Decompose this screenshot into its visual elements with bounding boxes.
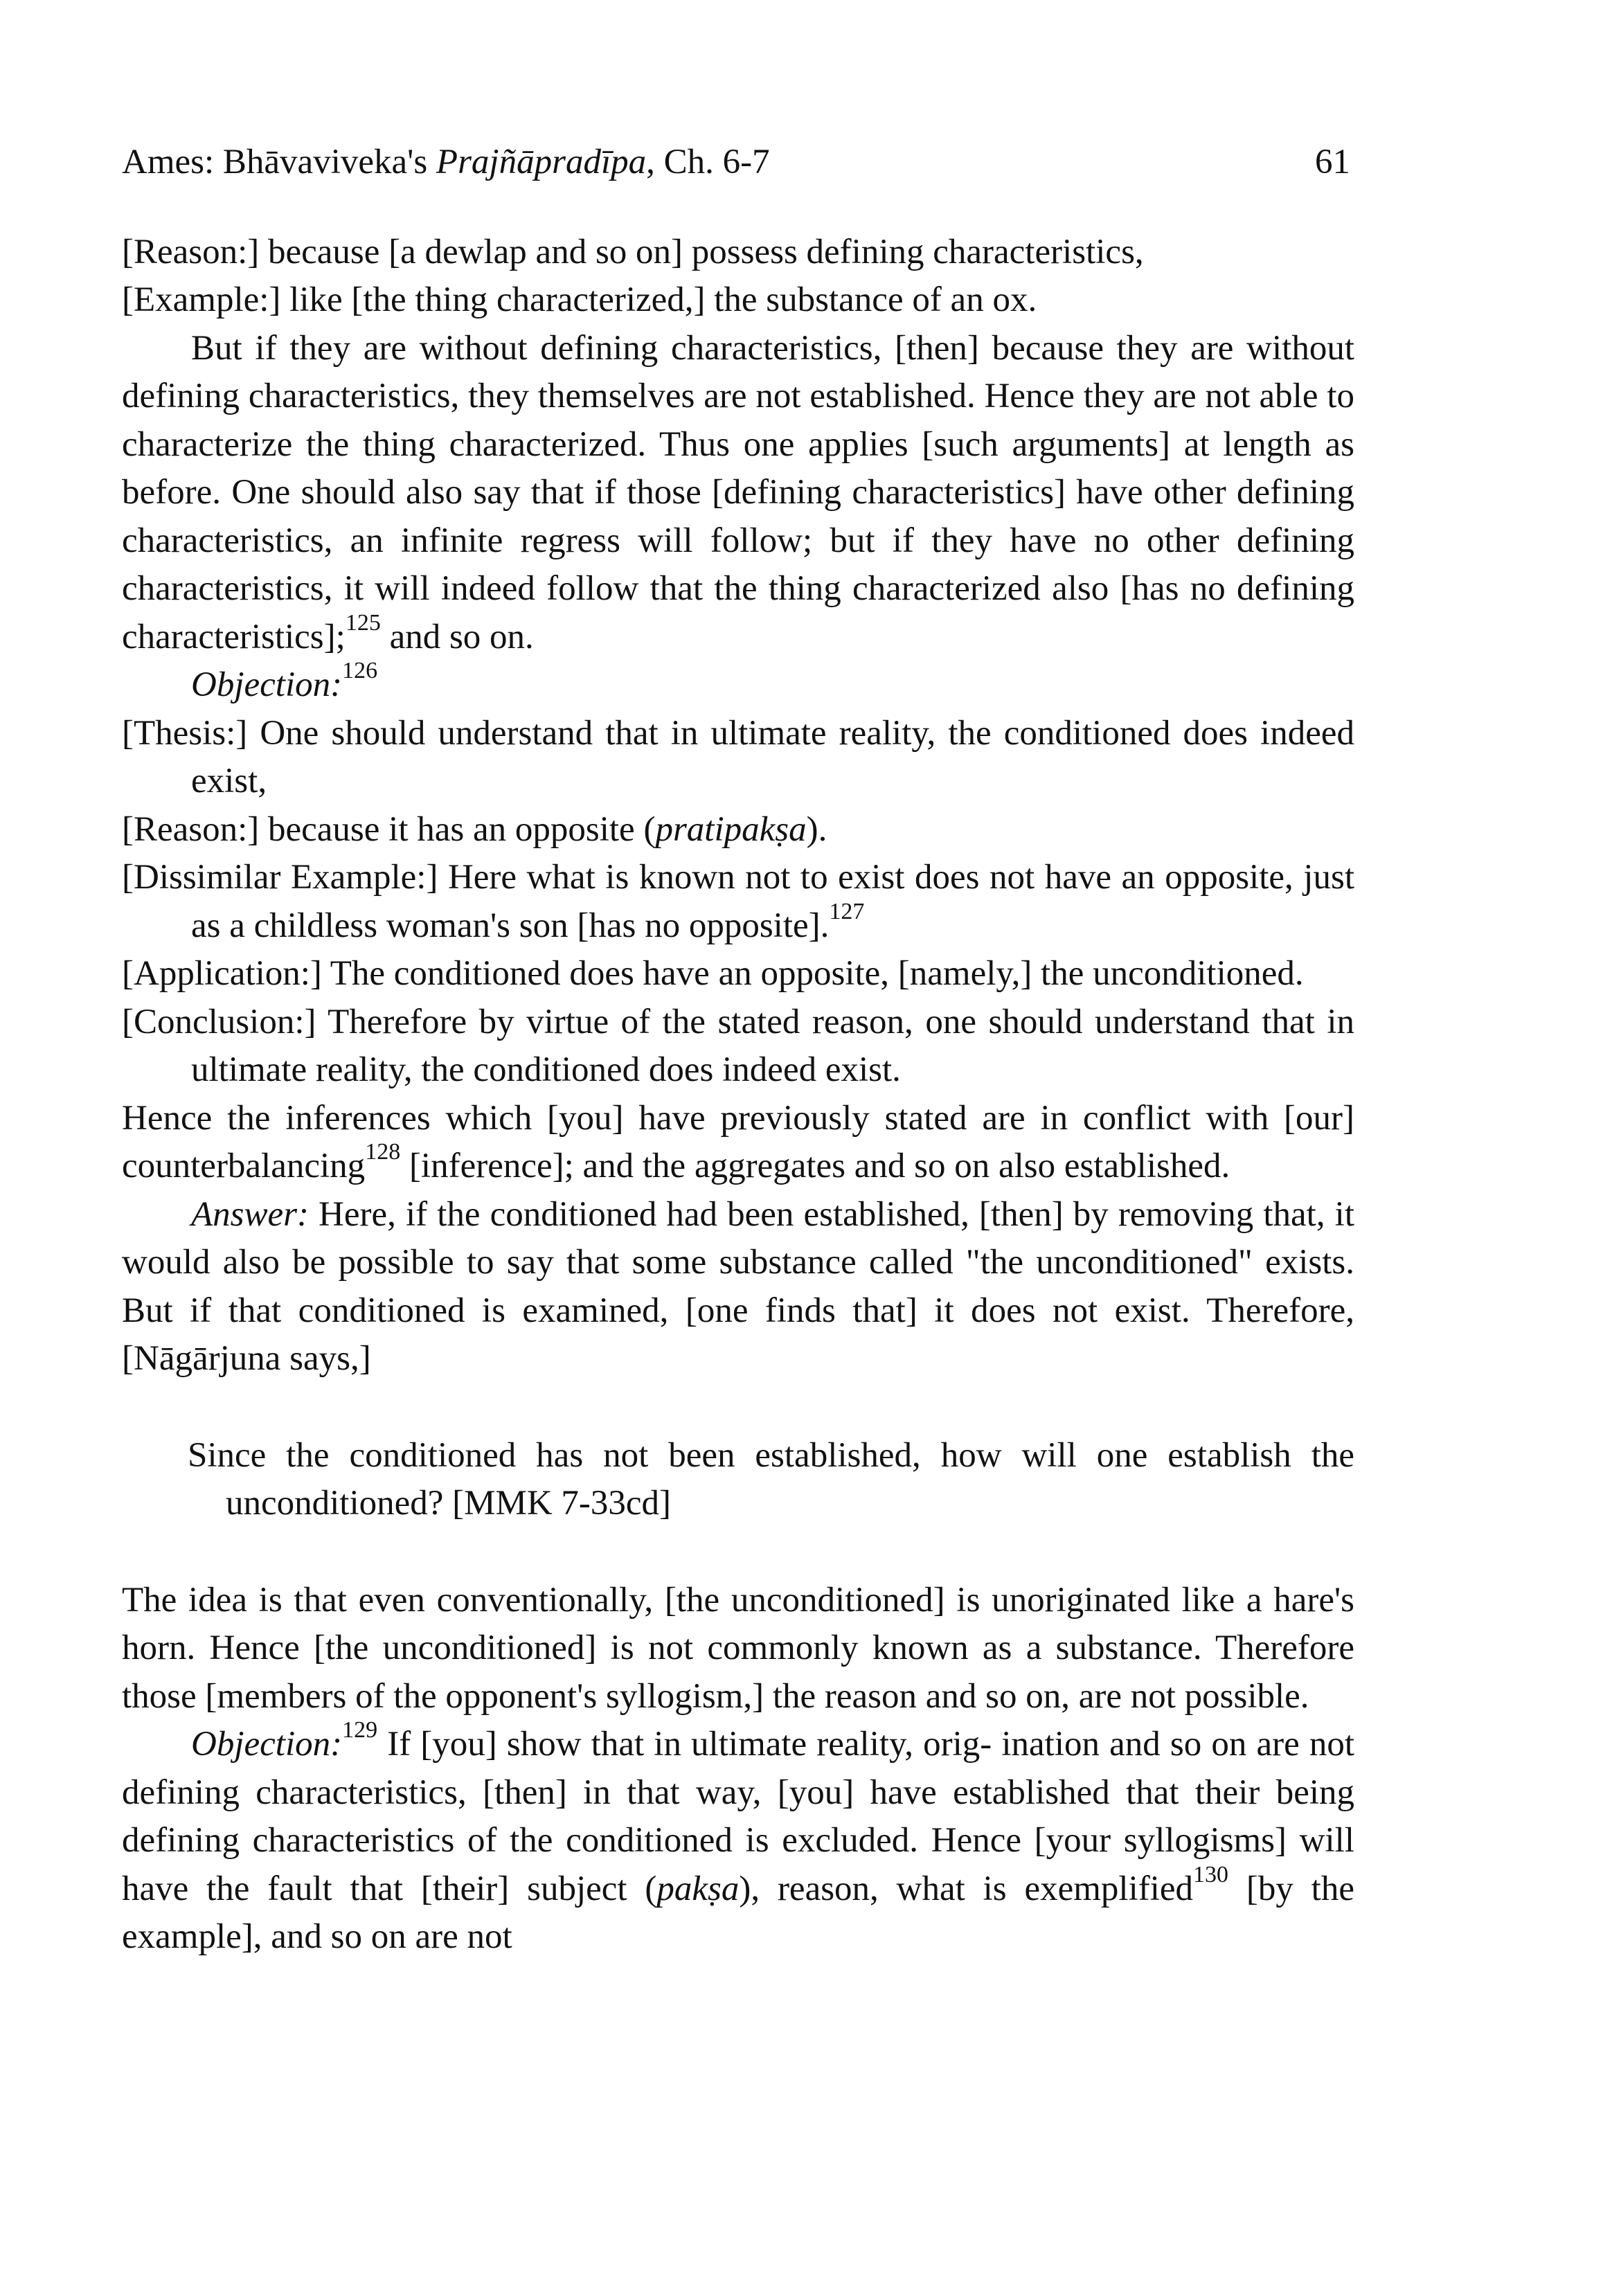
syllogism-conclusion: [Conclusion:] Therefore by virtue of the stated reason, one should understand that in ultimate reality, the conditioned does indeed exist. xyxy=(122,1002,1354,1089)
syllogism-dissimilar-example: [Dissimilar Example:] Here what is known not to exist does not have an opposite, just as a childless woman's son [has no opposite].$^{127}$ xyxy=(122,858,1354,945)
syllogism-thesis: [Thesis:] One should understand that in ultimate reality, the conditioned does indeed exist, xyxy=(122,713,1354,800)
paragraph-2: Hence the inferences which [you] have previously stated are in conflict with [our] counterbalancing$^{128}$ [inference]; and the aggregates and so on also established. xyxy=(122,1098,1354,1185)
book-title: Prajñāpradīpa xyxy=(436,143,647,181)
answer-paragraph: Answer: Here, if the conditioned had been established, [then] by removing that, it would also be possible to say that some substance called "the unconditioned" exists. But if that conditioned is examined, [one finds that] it does not exist. Therefore, [Nāgārjuna says,] xyxy=(122,1194,1354,1378)
syllogism-application: [Application:] The conditioned does have an opposite, [namely,] the unconditioned. xyxy=(122,954,1304,993)
verse-quotation: Since the conditioned has not been established, how will one establish the unconditioned? [MMK 7-33cd] xyxy=(188,1435,1354,1523)
footnote-ref-129[interactable]: 129 xyxy=(342,1717,378,1743)
syllogism-reason-2: [Reason:] because it has an opposite (pratipakṣa). xyxy=(122,809,827,849)
footnote-ref-127[interactable]: 127 xyxy=(829,898,865,924)
objection-label-2: Objection: xyxy=(191,1725,343,1764)
footnote-ref-128[interactable]: 128 xyxy=(365,1139,401,1165)
running-header xyxy=(122,138,1354,187)
paragraph-3: The idea is that even conventionally, [the unconditioned] is unoriginated like a hare's horn. Hence [the unconditioned] is not commonly known as a substance. Therefore those [members of the opponent's syllogism,] the reason and so on, are not possible. xyxy=(122,1580,1354,1716)
term-pratipaksa: pratipakṣa xyxy=(655,809,807,849)
footnote-ref-126[interactable]: 126 xyxy=(342,658,378,683)
term-paksa: pakṣa xyxy=(656,1869,740,1908)
objection-heading-1: Objection:$^{126}$ xyxy=(191,658,378,704)
syllogism-reason-1: [Reason:] because [a dewlap and so on] possess defining characteristics, xyxy=(122,232,1144,271)
page xyxy=(122,138,1354,1962)
syllogism-example-1: [Example:] like [the thing characterized,] the substance of an ox. xyxy=(122,280,1037,319)
answer-label: Answer: xyxy=(191,1194,309,1234)
objection-paragraph-2: Objection:$^{129}$ If [you] show that in ultimate reality, orig- ination and so on are not defining characteristics, [then] in that way, [you] have established that their being defining characteristics of the conditioned is excluded. Hence [your syllogisms] will have the fault that [their] subject (pakṣa), reason, what is exemplified$^{130}$ [by the example], and so on are not xyxy=(122,1717,1354,1956)
page-number: 61 xyxy=(1315,143,1350,181)
footnote-ref-125[interactable]: 125 xyxy=(345,609,381,636)
footnote-ref-130[interactable]: 130 xyxy=(1193,1861,1229,1887)
running-head: Ames: Bhāvaviveka's Prajñāpradīpa, Ch. 6-7 xyxy=(122,143,770,181)
paragraph-1: But if they are without defining characteristics, [then] because they are without defining characteristics, they themselves are not established. Hence they are not able to characterize the thing characterized. Thus one applies [such arguments] at length as before. One should also say that if those [defining characteristics] have other defining characteristics, an infinite regress will follow; but if they have no other defining characteristics, it will indeed follow that the thing characterized also [has no defining characteristics];$^{125}$ and so on. xyxy=(122,328,1354,656)
